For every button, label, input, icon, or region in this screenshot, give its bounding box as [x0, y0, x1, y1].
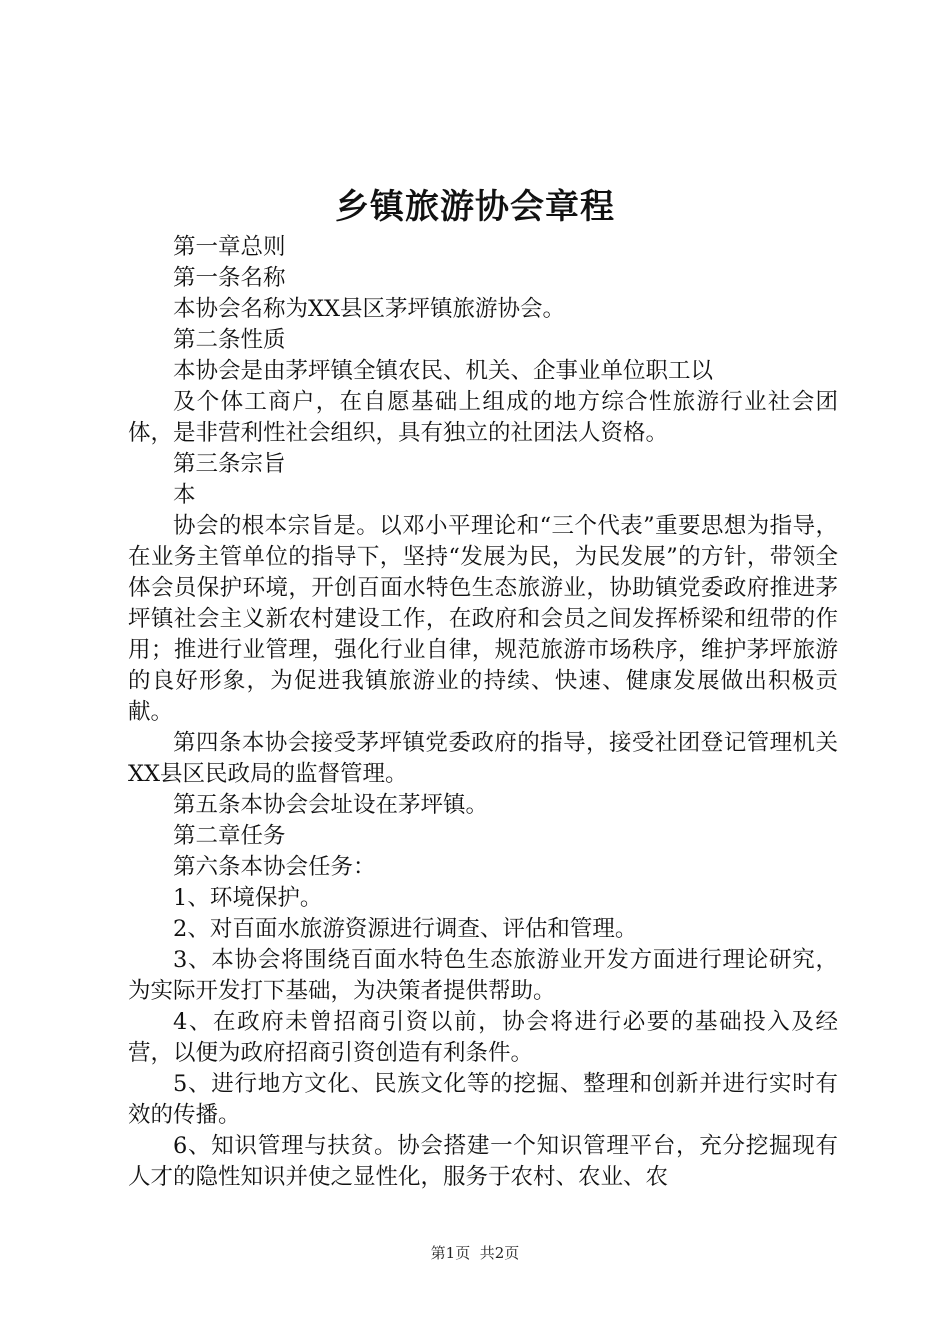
paragraph-article-2-body-b: 及个体工商户，在自愿基础上组成的地方综合性旅游行业社会团体，是非营利性社会组织，具有独立的社团法人资格。 [128, 389, 838, 446]
document-title: 乡镇旅游协会章程 [335, 187, 615, 227]
paragraph-article-3-fragment: 本 [173, 482, 196, 508]
paragraph-article-4: 第四条本协会接受茅坪镇党委政府的指导，接受社团登记管理机关XX县区民政局的监督管理。 [128, 730, 838, 787]
paragraph-article-3-body: 协会的根本宗旨是。以邓小平理论和“三个代表”重要思想为指导，在业务主管单位的指导下，坚持“发展为民，为民发展”的方针，带领全体会员保护环境，开创百面水特色生态旅游业，协助镇党委政府推进茅坪镇社会主义新农村建设工作，在政府和会员之间发挥桥梁和纽带的作用；推进行业管理，强化行业自律，规范旅游市场秩序，维护茅坪旅游的良好形象，为促进我镇旅游业的持续、快速、健康发展做出积极贡献。 [128, 513, 838, 725]
paragraph-chapter-2: 第二章任务 [173, 823, 286, 849]
paragraph-article-2-body-a: 本协会是由茅坪镇全镇农民、机关、企事业单位职工以 [173, 358, 714, 384]
page-number: 第1页 [430, 1244, 471, 1262]
paragraph-article-5: 第五条本协会会址设在茅坪镇。 [173, 792, 489, 818]
list-item-3: 3、本协会将围绕百面水特色生态旅游业开发方面进行理论研究，为实际开发打下基础，为决策者提供帮助。 [128, 947, 838, 1004]
paragraph-article-3: 第三条宗旨 [173, 451, 286, 477]
document-body [128, 232, 838, 1193]
paragraph-article-2: 第二条性质 [173, 327, 286, 353]
list-item-2: 2、对百面水旅游资源进行调查、评估和管理。 [173, 916, 638, 942]
list-item-5: 5、进行地方文化、民族文化等的挖掘、整理和创新并进行实时有效的传播。 [128, 1071, 838, 1128]
paragraph-chapter-1: 第一章总则 [173, 234, 286, 260]
paragraph-article-1-body: 本协会名称为XX县区茅坪镇旅游协会。 [173, 296, 566, 322]
list-item-1: 1、环境保护。 [173, 885, 323, 911]
paragraph-article-6: 第六条本协会任务： [173, 854, 376, 880]
paragraph-article-1: 第一条名称 [173, 265, 286, 291]
list-item-6: 6、知识管理与扶贫。协会搭建一个知识管理平台，充分挖掘现有人才的隐性知识并使之显性化，服务于农村、农业、农 [128, 1133, 838, 1190]
list-item-4: 4、在政府未曾招商引资以前，协会将进行必要的基础投入及经营，以便为政府招商引资创造有利条件。 [128, 1009, 838, 1066]
page-total: 共2页 [479, 1244, 520, 1262]
page-footer [0, 1242, 950, 1264]
